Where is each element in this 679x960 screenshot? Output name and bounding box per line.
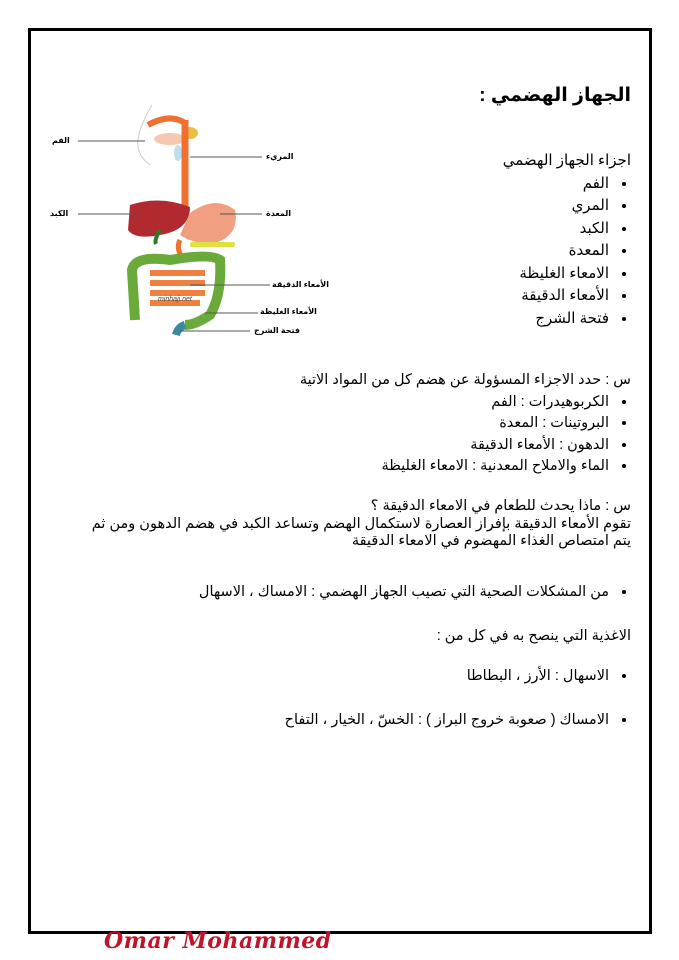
foods-item-2: [285, 712, 631, 728]
list-item: • الفم: [503, 173, 611, 196]
list-item: • الأمعاء الدقيقة: [503, 285, 611, 308]
list-item: • الدهون : الأمعاء الدقيقة: [300, 435, 611, 457]
digestive-system-illustration: [40, 95, 350, 340]
foods-heading: الاغذية التي ينصح به في كل من :: [436, 628, 631, 644]
question-2-text: س : ماذا يحدث للطعام في الامعاء الدقيقة ؟: [370, 498, 631, 514]
list-item: • المعدة: [503, 240, 611, 263]
list-item: • البروتينات : المعدة: [300, 413, 611, 435]
problems-section: [199, 584, 631, 600]
list-item: • الامعاء الغليظة: [503, 263, 611, 286]
list-item: • الكبد: [503, 218, 611, 241]
digestive-system-diagram: [40, 95, 350, 340]
label-liver: الكبد: [50, 209, 69, 218]
label-esophagus: المريء: [266, 152, 294, 161]
list-item: • الكربوهيدرات : الفم: [300, 392, 611, 414]
foods-item-1: [467, 668, 631, 684]
list-item: • المري: [503, 195, 611, 218]
list-item: • فتحة الشرج: [503, 308, 611, 331]
answer-line-2: يتم امتصاص الغذاء المهضوم في الامعاء الدقيقة: [351, 533, 631, 549]
label-small-intestine: الأمعاء الدقيقة: [272, 280, 329, 289]
parts-section: [503, 150, 631, 330]
label-anus: فتحة الشرج: [254, 326, 300, 335]
question-1: [300, 370, 631, 478]
list-item: • من المشكلات الصحية التي تصيب الجهاز الهضمي : الامساك ، الاسهال: [199, 584, 611, 600]
list-item: • الاسهال : الأرز ، البطاطا: [467, 668, 611, 684]
question-1-text: س : حدد الاجزاء المسؤولة عن هضم كل من المواد الاتية: [299, 372, 631, 388]
answer-line-1: تقوم الأمعاء الدقيقة بإفراز العصارة لاستكمال الهضم وتساعد الكبد في هضم الدهون ومن ثم: [91, 515, 631, 532]
page-title: الجهاز الهضمي :: [479, 85, 631, 106]
diagram-watermark: minhaji.net: [158, 296, 192, 303]
question-2: [92, 498, 631, 551]
parts-heading: اجزاء الجهاز الهضمي: [502, 152, 631, 169]
label-stomach: المعدة: [266, 209, 291, 218]
label-mouth: الفم: [52, 136, 70, 145]
label-large-intestine: الأمعاء الغليظة: [260, 307, 317, 316]
list-item: • الماء والاملاح المعدنية : الامعاء الغليظة: [300, 456, 611, 478]
list-item: • الامساك ( صعوبة خروج البراز ) : الخسّ ، الخيار ، التفاح: [285, 712, 611, 728]
author-signature: Omar Mohammed: [104, 928, 332, 954]
